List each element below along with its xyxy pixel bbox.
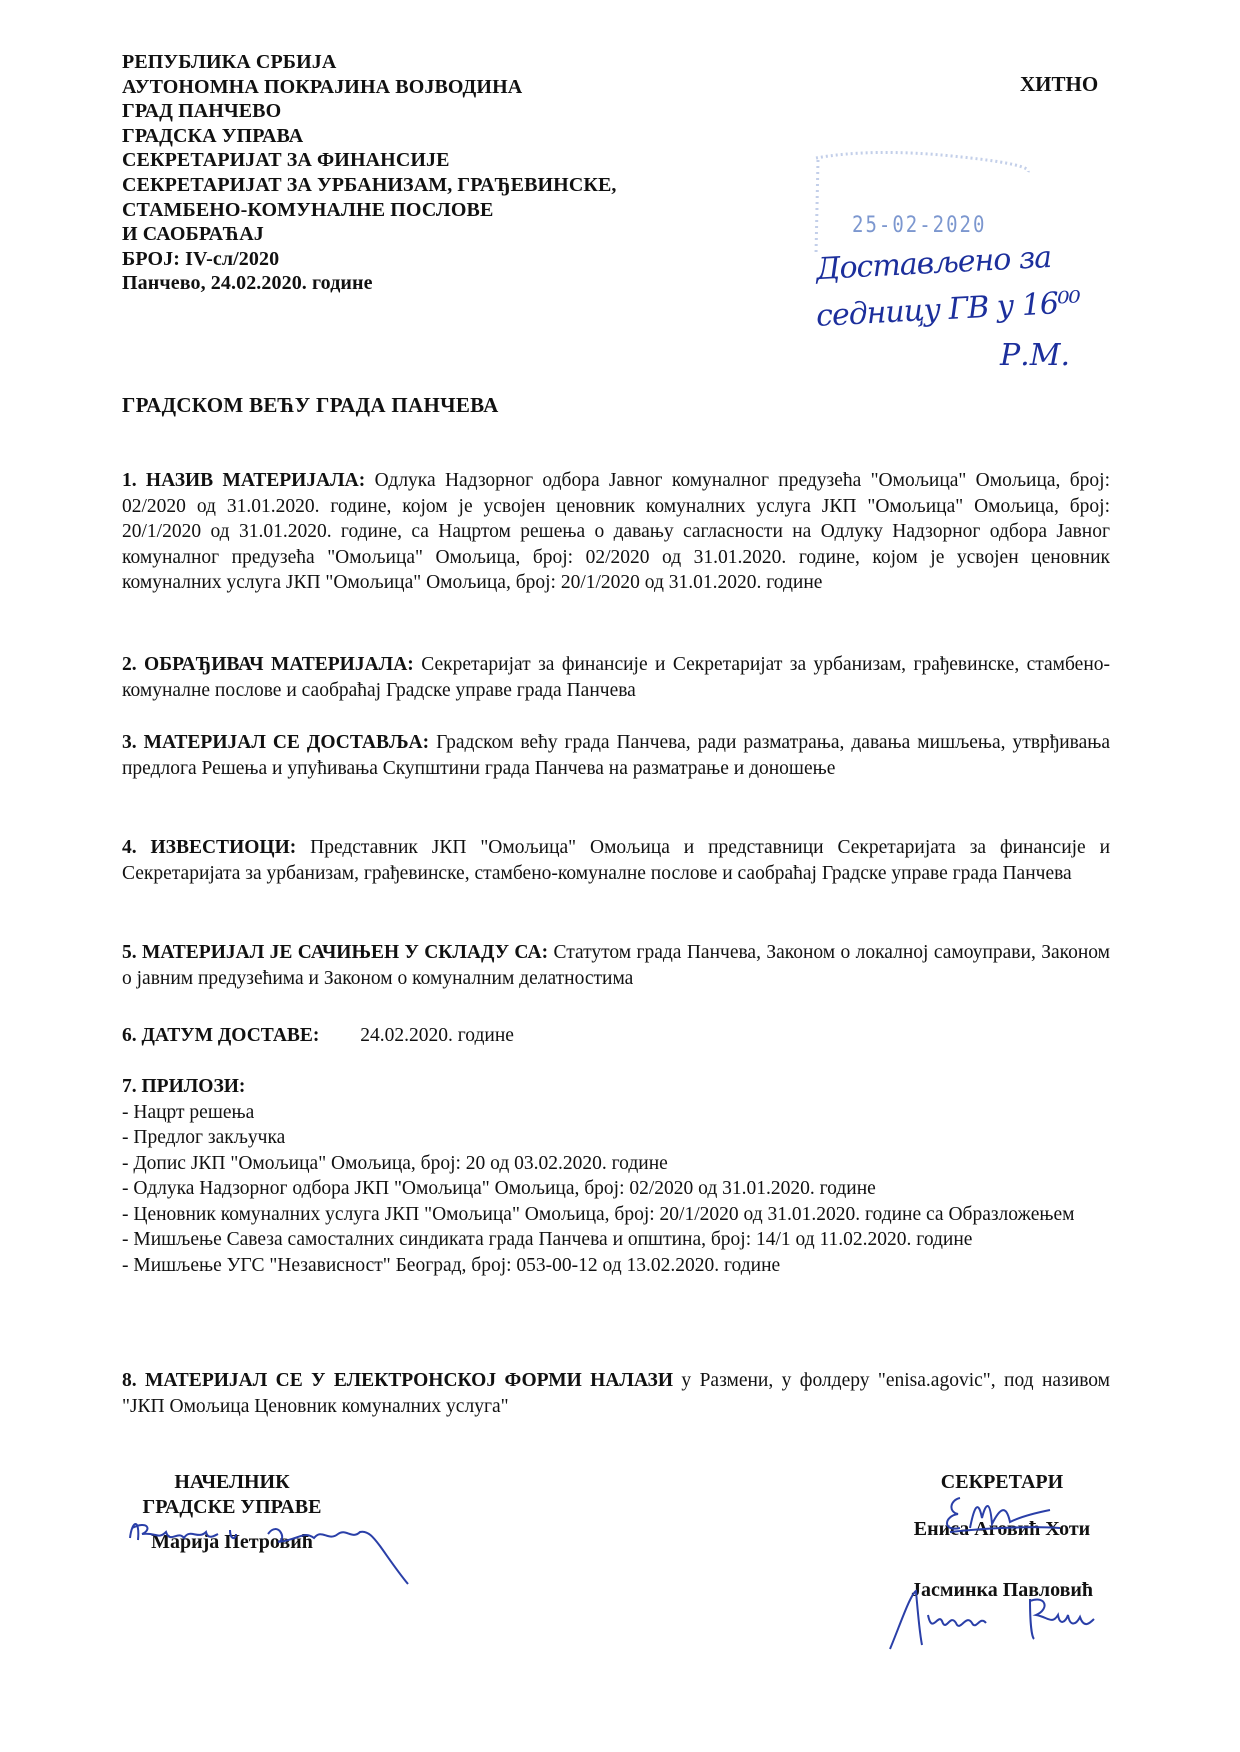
header-line: И САОБРАЋАЈ [122, 223, 264, 246]
document-number: БРОЈ: IV-сл/2020 [122, 247, 280, 270]
signatory-title: НАЧЕЛНИК [174, 1471, 290, 1493]
attachment-item: - Предлог закључка [122, 1127, 286, 1148]
signatory-name: Ениса Аговић Хоти [913, 1518, 1091, 1540]
attachment-item: - Ценовник комуналних услуга ЈКП "Омољица" Омољица, број: 20/1/2020 од 31.01.2020. године са Образложењем [122, 1203, 1075, 1225]
header-line: РЕПУБЛИКА СРБИЈА [122, 51, 337, 73]
section-delivered-to [122, 730, 1110, 781]
attachment-item: - Мишљење Савеза самосталних синдиката града Панчева и општина, број: 14/1 од 11.02.2020. године [122, 1229, 973, 1250]
header-line: ГРАД ПАНЧЕВО [122, 100, 282, 123]
handwritten-signature-icon [930, 1488, 1070, 1538]
attachment-item: - Одлука Надзорног одбора ЈКП "Омољица" Омољица, број: 02/2020 од 31.01.2020. године [122, 1178, 876, 1199]
delivery-date-value: 24.02.2020. године [360, 1025, 514, 1046]
document-date: Панчево, 24.02.2020. године [122, 272, 373, 295]
section-text: у Размени, у фолдеру "enisa.agovic", под називом "ЈКП Омољица Ценовник комуналних услуга" [122, 1370, 1110, 1417]
signatory-title: ГРАДСКЕ УПРАВЕ [142, 1496, 322, 1518]
section-delivery-date [122, 1023, 1110, 1049]
section-text: Статутом града Панчева, Законом о локалној самоуправи, Законом о јавним предузећима и Законом о комуналним делатностима [122, 942, 1111, 989]
handwritten-initials: Р.М. [1000, 338, 1070, 373]
attachment-item: - Мишљење УГС "Независност" Београд, број: 053-00-12 од 13.02.2020. године [122, 1254, 781, 1276]
section-electronic-location [122, 1368, 1110, 1419]
section-label: 1. НАЗИВ МАТЕРИЈАЛА: [122, 470, 366, 491]
section-label: 6. ДАТУМ ДОСТАВЕ: [122, 1025, 320, 1046]
recipient-heading: ГРАДСКОМ ВЕЋУ ГРАДА ПАНЧЕВА [122, 393, 499, 417]
section-label: 8. МАТЕРИЈАЛ СЕ У ЕЛЕКТРОНСКОЈ ФОРМИ НАЛАЗИ [122, 1370, 674, 1391]
handwritten-signature-icon [118, 1510, 438, 1590]
header-line: АУТОНОМНА ПОКРАЈИНА ВОЈВОДИНА [122, 75, 523, 98]
section-text: Одлука Надзорног одбора Јавног комуналног предузећа "Омољица" Омољица, број: 02/2020 од 31.01.2020. године, којом је усвојен ценовник комуналних услуга ЈКП "Омољица" Омољица, број: 20/1/2020 од 31.01.2020. године, са Нацртом решења о давању сагласности на Одлуку Надзорног одбора Јавног комуналног предузећа "Омољица" Омољица, број: 02/2020 од 31.01.2020. године, којом је усвојен ценовник комуналних услуга ЈКП "Омољица" Омољица, број: 20/1/2020 од 31.01.2020. године [122, 470, 1110, 593]
signatory-name: Јасминка Павловић [910, 1579, 1094, 1601]
issuer-header [122, 50, 617, 296]
stamp-date: 25-02-2020 [852, 212, 987, 238]
header-line: СЕКРЕТАРИЈАТ ЗА УРБАНИЗАМ, ГРАЂЕВИНСКЕ, [122, 173, 617, 196]
section-attachments [122, 1074, 1110, 1278]
handwritten-signature-icon [880, 1585, 1120, 1655]
handwritten-note-line: Достављено за [815, 239, 1052, 288]
attachment-item: - Нацрт решења [122, 1101, 255, 1123]
section-label: 2. ОБРАЂИВАЧ МАТЕРИЈАЛА: [122, 654, 414, 675]
header-line: ГРАДСКА УПРАВА [122, 124, 304, 147]
section-label: 7. ПРИЛОЗИ: [122, 1076, 246, 1097]
signatory-name: Марија Петровић [151, 1531, 313, 1553]
section-label: 5. МАТЕРИЈАЛ ЈЕ САЧИЊЕН У СКЛАДУ СА: [122, 942, 549, 963]
section-label: 4. ИЗВЕСТИОЦИ: [122, 837, 297, 858]
section-label: 3. МАТЕРИЈАЛ СЕ ДОСТАВЉА: [122, 732, 430, 753]
section-material-name [122, 468, 1110, 596]
attachments-list [122, 1100, 1110, 1279]
section-text: Секретаријат за финансије и Секретаријат за урбанизам, грађевинске, стамбено-комуналне послове и саобраћај Градске управе града Панчева [122, 654, 1111, 701]
section-legal-basis [122, 940, 1110, 991]
attachment-item: - Допис ЈКП "Омољица" Омољица, број: 20 од 03.02.2020. године [122, 1152, 668, 1174]
handwritten-note-line: седницу ГВ у 16⁰⁰ [815, 285, 1081, 334]
section-text: Градском већу града Панчева, ради разматрања, давања мишљења, утврђивања предлога Решења и упућивања Скупштини града Панчева на разматрање и доношење [122, 732, 1110, 779]
urgent-label: ХИТНО [1020, 72, 1099, 96]
header-line: СЕКРЕТАРИЈАТ ЗА ФИНАНСИЈЕ [122, 149, 450, 172]
signatory-title: СЕКРЕТАРИ [940, 1471, 1064, 1493]
section-prepared-by [122, 652, 1110, 703]
header-line: СТАМБЕНО-КОМУНАЛНЕ ПОСЛОВЕ [122, 198, 494, 221]
section-rapporteurs [122, 835, 1110, 886]
section-text: Представник ЈКП "Омољица" Омољица и представници Секретаријата за финансије и Секретаријата за урбанизам, грађевинске, стамбено-комуналне послове и саобраћај Градске управе града Панчева [122, 837, 1111, 884]
